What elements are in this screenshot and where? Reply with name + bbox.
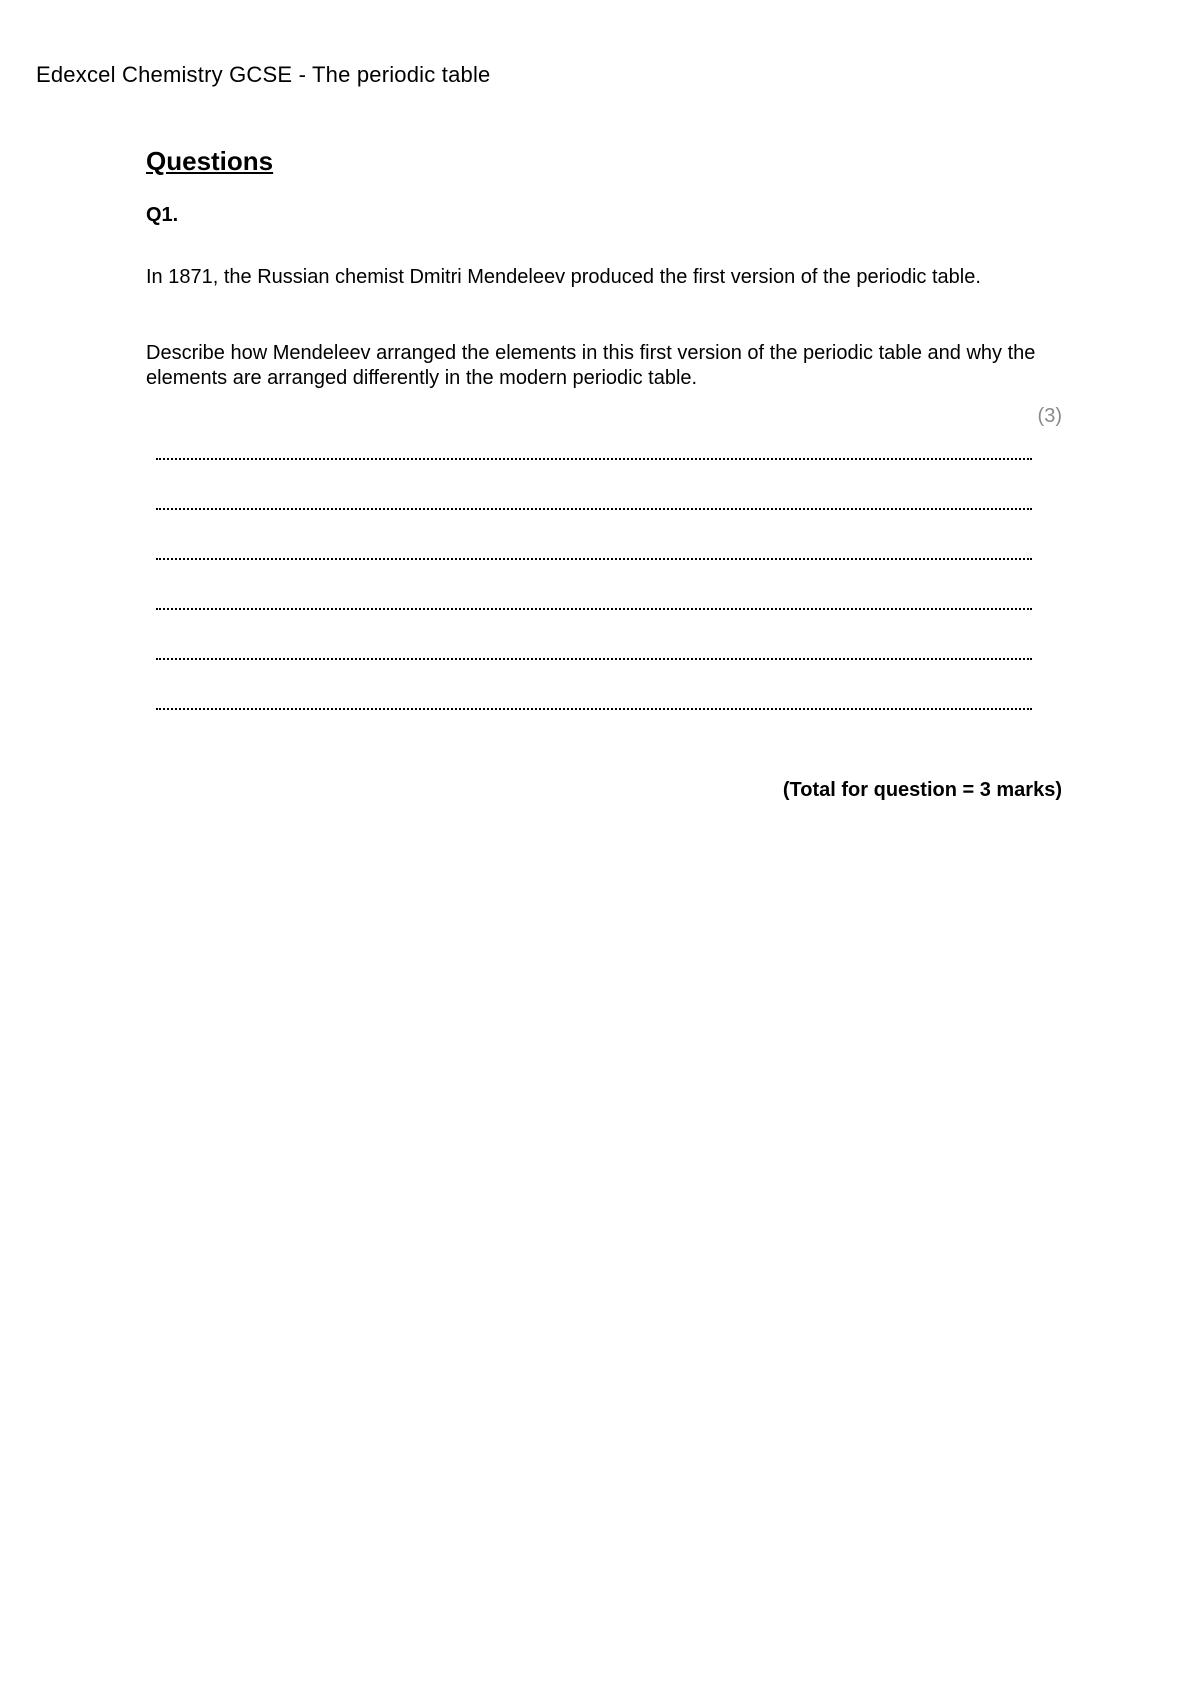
question-prompt: Describe how Mendeleev arranged the elements in this first version of the periodic table and why the elements are arranged differently in the modern periodic table. xyxy=(146,342,1036,389)
total-marks: (Total for question = 3 marks) xyxy=(782,779,1062,801)
answer-line[interactable] xyxy=(156,496,1032,546)
answer-line[interactable] xyxy=(156,696,1032,746)
answer-line[interactable] xyxy=(156,646,1032,696)
marks-available: (3) xyxy=(1037,405,1062,427)
question-number: Q1. xyxy=(146,204,179,226)
answer-line[interactable] xyxy=(156,596,1032,646)
question-intro: In 1871, the Russian chemist Dmitri Mendeleev produced the first version of the periodic table. xyxy=(146,266,981,288)
answer-line[interactable] xyxy=(156,446,1032,496)
answer-line[interactable] xyxy=(156,546,1032,596)
answer-lines[interactable] xyxy=(156,446,1032,746)
section-heading: Questions xyxy=(146,146,274,176)
document-title: Edexcel Chemistry GCSE - The periodic table xyxy=(36,62,491,87)
